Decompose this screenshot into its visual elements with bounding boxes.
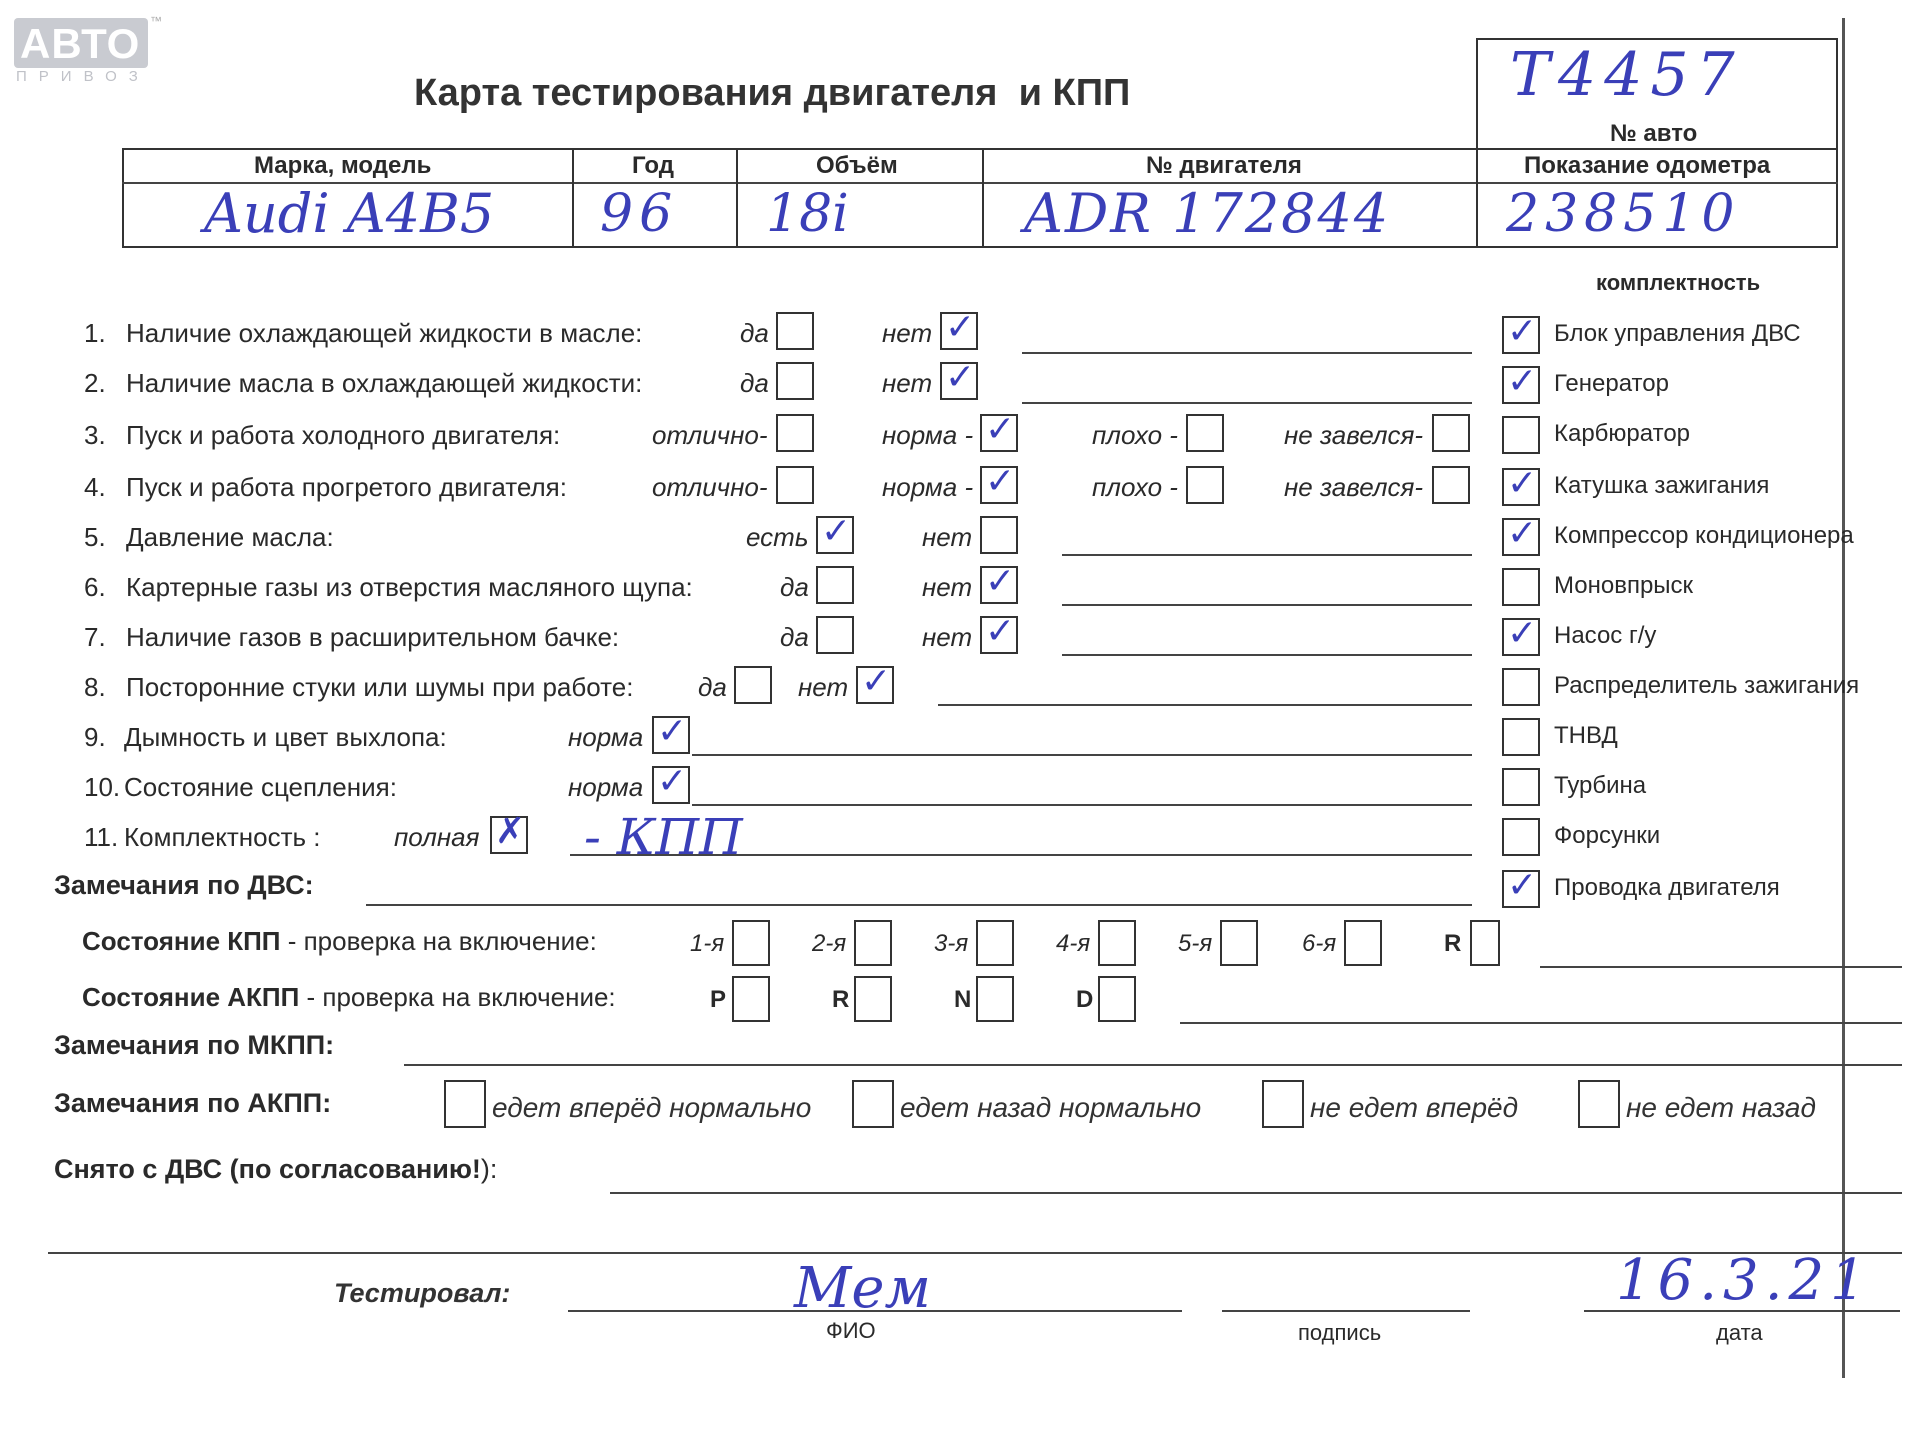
part-label: Проводка двигателя bbox=[1554, 874, 1780, 901]
gear-label: 6-я bbox=[1302, 930, 1337, 957]
checkbox-part-ignition-coil[interactable] bbox=[1502, 463, 1540, 506]
question-number: 7. bbox=[84, 622, 106, 652]
checkbox-forward-ok[interactable] bbox=[444, 1080, 486, 1128]
checkbox-gear-6[interactable] bbox=[1344, 920, 1382, 966]
question-text: Дымность и цвет выхлопа: bbox=[124, 722, 447, 752]
part-label: Моновпрыск bbox=[1554, 572, 1694, 599]
checkbox-part-mono-injection[interactable] bbox=[1502, 568, 1540, 606]
checkbox-no-forward[interactable] bbox=[1262, 1080, 1304, 1128]
checkbox-mode-d[interactable] bbox=[1098, 976, 1136, 1022]
logo-tm: ™ bbox=[150, 14, 162, 28]
col-header-volume: Объём bbox=[816, 152, 898, 179]
check-mark-icon: ✓ bbox=[861, 661, 892, 702]
option-label: да bbox=[780, 572, 809, 602]
question-number: 1. bbox=[84, 318, 106, 348]
removed-line[interactable] bbox=[610, 1192, 1902, 1194]
answer-line bbox=[692, 804, 1472, 806]
mkpp-remarks-label: Замечания по МКПП: bbox=[54, 1030, 335, 1060]
answer-line bbox=[1022, 352, 1472, 354]
question-text: Состояние сцепления: bbox=[124, 772, 397, 802]
gear-label: 3-я bbox=[934, 930, 969, 957]
part-label: Распределитель зажигания bbox=[1554, 672, 1860, 699]
option-label: не завелся- bbox=[1284, 472, 1424, 502]
checkbox-q11-full[interactable] bbox=[490, 811, 528, 854]
checkbox-q4-no-start[interactable] bbox=[1432, 466, 1470, 504]
checkbox-mode-p[interactable] bbox=[732, 976, 770, 1022]
date-value: 16.3.21 bbox=[1616, 1248, 1872, 1313]
check-mark-icon: ✓ bbox=[985, 461, 1016, 502]
part-label: Генератор bbox=[1554, 370, 1669, 397]
checkbox-q3-no-start[interactable] bbox=[1432, 414, 1470, 452]
col-header-make: Марка, модель bbox=[254, 152, 432, 179]
checkbox-q2-no[interactable] bbox=[940, 357, 978, 400]
checkbox-q8-yes[interactable] bbox=[734, 666, 772, 704]
check-mark-icon: ✓ bbox=[985, 409, 1016, 450]
option-label: полная bbox=[394, 822, 480, 852]
checkbox-q5-no[interactable] bbox=[980, 516, 1018, 554]
option-label: норма - bbox=[882, 472, 974, 502]
answer-line bbox=[938, 704, 1472, 706]
question-text: Посторонние стуки или шумы при работе: bbox=[126, 672, 634, 702]
part-label: Катушка зажигания bbox=[1554, 472, 1770, 499]
option-label: норма - bbox=[882, 420, 974, 450]
question-text: Наличие масла в охлаждающей жидкости: bbox=[126, 368, 643, 398]
kpp-row-label bbox=[82, 926, 597, 957]
answer-line bbox=[692, 754, 1472, 756]
checkbox-q4-excellent[interactable] bbox=[776, 466, 814, 504]
date-label: дата bbox=[1716, 1320, 1763, 1345]
question-text: Картерные газы из отверстия масляного щупа: bbox=[126, 572, 693, 602]
question-number: 11. bbox=[84, 822, 119, 852]
answer-line bbox=[1062, 554, 1472, 556]
fio-line[interactable] bbox=[568, 1310, 1182, 1312]
option-label: да bbox=[740, 368, 769, 398]
option-label: отлично- bbox=[652, 472, 768, 502]
col-header-engine-no: № двигателя bbox=[1146, 152, 1302, 179]
question-text: Пуск и работа холодного двигателя: bbox=[126, 420, 561, 450]
checkbox-gear-3[interactable] bbox=[976, 920, 1014, 966]
check-mark-icon: ✓ bbox=[1507, 865, 1538, 906]
answer-line bbox=[570, 854, 1472, 856]
checkbox-part-distributor[interactable] bbox=[1502, 668, 1540, 706]
check-mark-icon: ✓ bbox=[1507, 311, 1538, 352]
checkbox-q1-no[interactable] bbox=[940, 307, 978, 350]
checkbox-part-injectors[interactable] bbox=[1502, 818, 1540, 856]
check-mark-icon: ✓ bbox=[985, 561, 1016, 602]
question-text: Давление масла: bbox=[126, 522, 334, 552]
question-number: 4. bbox=[84, 472, 106, 502]
question-number: 8. bbox=[84, 672, 106, 702]
gear-label: 2-я bbox=[812, 930, 847, 957]
auto-number-label: № авто bbox=[1610, 120, 1698, 147]
removed-label bbox=[54, 1154, 497, 1185]
option-label: отлично- bbox=[652, 420, 768, 450]
question-number: 9. bbox=[84, 722, 106, 752]
option-label: да bbox=[740, 318, 769, 348]
checkbox-reverse-ok[interactable] bbox=[852, 1080, 894, 1128]
question-number: 6. bbox=[84, 572, 106, 602]
option-label: плохо - bbox=[1092, 472, 1178, 502]
option-label: нет bbox=[922, 622, 973, 652]
checkbox-q8-no[interactable] bbox=[856, 661, 894, 704]
question-number: 5. bbox=[84, 522, 106, 552]
auto-number-value: T4457 bbox=[1510, 40, 1743, 110]
checkbox-q5-yes[interactable] bbox=[816, 511, 854, 554]
checkbox-q1-yes[interactable] bbox=[776, 312, 814, 350]
question-text: Комплектность : bbox=[124, 822, 321, 852]
checkbox-q4-normal[interactable] bbox=[980, 461, 1018, 504]
value-odometer: 238510 bbox=[1506, 184, 1741, 244]
akpp-remarks-line bbox=[1180, 1022, 1902, 1024]
removed-label-rest: ): bbox=[480, 1154, 498, 1184]
part-label: Блок управления ДВС bbox=[1554, 320, 1801, 347]
dvs-remarks-label: Замечания по ДВС: bbox=[54, 870, 314, 900]
dvs-remarks-line[interactable] bbox=[366, 904, 1472, 906]
check-mark-icon: ✓ bbox=[1507, 513, 1538, 554]
value-engine-no: ADR 172844 bbox=[1024, 182, 1391, 245]
value-make: Audi A4B5 bbox=[204, 182, 495, 245]
logo-main: АВТО bbox=[20, 20, 141, 67]
checkbox-part-turbo[interactable] bbox=[1502, 768, 1540, 806]
part-label: Компрессор кондиционера bbox=[1554, 522, 1854, 549]
option-label: нет bbox=[798, 672, 849, 702]
kpp-label-rest: - проверка на включение: bbox=[280, 926, 597, 956]
option-label: нет bbox=[922, 522, 973, 552]
mode-label: D bbox=[1076, 986, 1094, 1013]
checkbox-part-ecu[interactable] bbox=[1502, 311, 1540, 354]
completeness-note: - КПП bbox=[584, 808, 743, 866]
gear-label: 5-я bbox=[1178, 930, 1213, 957]
mkpp-remarks-line[interactable] bbox=[404, 1064, 1902, 1066]
logo-sub: ПРИВОЗ bbox=[16, 68, 150, 85]
completeness-title: комплектность bbox=[1596, 270, 1761, 295]
answer-line bbox=[1022, 402, 1472, 404]
checkbox-q9-normal[interactable] bbox=[652, 711, 690, 754]
checkbox-gear-r[interactable] bbox=[1470, 920, 1500, 966]
question-text: Пуск и работа прогретого двигателя: bbox=[126, 472, 567, 502]
akpp-remarks-label: Замечания по АКПП: bbox=[54, 1088, 332, 1118]
part-label: ТНВД bbox=[1554, 722, 1618, 749]
checkbox-q2-yes[interactable] bbox=[776, 362, 814, 400]
question-number: 2. bbox=[84, 368, 106, 398]
checkbox-mode-n[interactable] bbox=[976, 976, 1014, 1022]
logo bbox=[14, 14, 162, 68]
question-text: Наличие газов в расширительном бачке: bbox=[126, 622, 620, 652]
checkbox-part-carburetor[interactable] bbox=[1502, 416, 1540, 454]
option-label: есть bbox=[746, 522, 809, 552]
check-mark-icon: ✓ bbox=[1507, 613, 1538, 654]
check-mark-icon: ✓ bbox=[821, 511, 852, 552]
signature-scribble: Мем bbox=[794, 1256, 931, 1321]
question-number: 10. bbox=[84, 772, 121, 802]
kpp-remarks-line bbox=[1540, 966, 1902, 968]
akpp-row-label bbox=[82, 982, 616, 1013]
col-header-year: Год bbox=[632, 152, 674, 179]
cross-mark-icon: ✗ bbox=[495, 811, 526, 852]
checkbox-gear-1[interactable] bbox=[732, 920, 770, 966]
mode-label: R bbox=[832, 986, 850, 1013]
checkbox-q6-no[interactable] bbox=[980, 561, 1018, 604]
page-title: Карта тестирования двигателя и КПП bbox=[414, 72, 1131, 114]
checkbox-q7-no[interactable] bbox=[980, 611, 1018, 654]
akpp-option-label: не едет назад bbox=[1626, 1092, 1816, 1123]
option-label: нет bbox=[922, 572, 973, 602]
part-label: Насос г/у bbox=[1554, 622, 1657, 649]
checkbox-q3-bad[interactable] bbox=[1186, 414, 1224, 452]
check-mark-icon: ✓ bbox=[945, 307, 976, 348]
question-text: Наличие охлаждающей жидкости в масле: bbox=[126, 318, 643, 348]
checkbox-part-engine-wiring[interactable] bbox=[1502, 865, 1540, 908]
checkbox-q6-yes[interactable] bbox=[816, 566, 854, 604]
removed-label-bold: Снято с ДВС (по согласованию! bbox=[54, 1154, 481, 1184]
check-mark-icon: ✓ bbox=[945, 357, 976, 398]
kpp-label-bold: Состояние КПП bbox=[82, 926, 281, 956]
mode-label: N bbox=[954, 986, 972, 1013]
gear-label: 4-я bbox=[1056, 930, 1091, 957]
check-mark-icon: ✓ bbox=[657, 761, 688, 802]
option-label: норма bbox=[568, 772, 644, 802]
option-label: нет bbox=[882, 368, 933, 398]
checkbox-gear-4[interactable] bbox=[1098, 920, 1136, 966]
check-mark-icon: ✓ bbox=[1507, 361, 1538, 402]
checkbox-part-ps-pump[interactable] bbox=[1502, 613, 1540, 656]
option-label: не завелся- bbox=[1284, 420, 1424, 450]
check-mark-icon: ✓ bbox=[985, 611, 1016, 652]
akpp-label-rest: - проверка на включение: bbox=[299, 982, 616, 1012]
checkbox-mode-r[interactable] bbox=[854, 976, 892, 1022]
checkbox-q4-bad[interactable] bbox=[1186, 466, 1224, 504]
checkbox-q7-yes[interactable] bbox=[816, 616, 854, 654]
value-year: 96 bbox=[600, 184, 679, 244]
mode-label: P bbox=[710, 986, 727, 1013]
gear-label: 1-я bbox=[690, 930, 725, 957]
col-header-odometer: Показание одометра bbox=[1524, 152, 1771, 179]
checkbox-gear-5[interactable] bbox=[1220, 920, 1258, 966]
checkbox-part-generator[interactable] bbox=[1502, 361, 1540, 404]
checkbox-q3-excellent[interactable] bbox=[776, 414, 814, 452]
answer-line bbox=[1062, 604, 1472, 606]
option-label: да bbox=[698, 672, 727, 702]
checkbox-q10-normal[interactable] bbox=[652, 761, 690, 804]
signature-line[interactable] bbox=[1222, 1310, 1470, 1312]
checkbox-part-ac-compressor[interactable] bbox=[1502, 513, 1540, 556]
akpp-option-label: не едет вперёд bbox=[1310, 1092, 1519, 1123]
checkbox-no-reverse[interactable] bbox=[1578, 1080, 1620, 1128]
option-label: да bbox=[780, 622, 809, 652]
part-label: Карбюратор bbox=[1554, 420, 1691, 447]
check-mark-icon: ✓ bbox=[1507, 463, 1538, 504]
checkbox-q3-normal[interactable] bbox=[980, 409, 1018, 452]
value-volume: 18i bbox=[766, 184, 849, 244]
checkbox-part-injection-pump[interactable] bbox=[1502, 718, 1540, 756]
signature-label: подпись bbox=[1298, 1320, 1382, 1345]
fio-label: ФИО bbox=[826, 1318, 876, 1343]
check-mark-icon: ✓ bbox=[657, 711, 688, 752]
date-line[interactable] bbox=[1584, 1310, 1900, 1312]
akpp-label-bold: Состояние АКПП bbox=[82, 982, 300, 1012]
question-number: 3. bbox=[84, 420, 106, 450]
akpp-option-label: едет назад нормально bbox=[900, 1092, 1202, 1123]
answer-line bbox=[1062, 654, 1472, 656]
part-label: Турбина bbox=[1554, 772, 1647, 799]
tested-label: Тестировал: bbox=[334, 1278, 511, 1308]
akpp-option-label: едет вперёд нормально bbox=[492, 1092, 812, 1123]
option-label: плохо - bbox=[1092, 420, 1178, 450]
part-label: Форсунки bbox=[1554, 822, 1661, 849]
checkbox-gear-2[interactable] bbox=[854, 920, 892, 966]
option-label: нет bbox=[882, 318, 933, 348]
option-label: норма bbox=[568, 722, 644, 752]
gear-label: R bbox=[1444, 930, 1462, 957]
